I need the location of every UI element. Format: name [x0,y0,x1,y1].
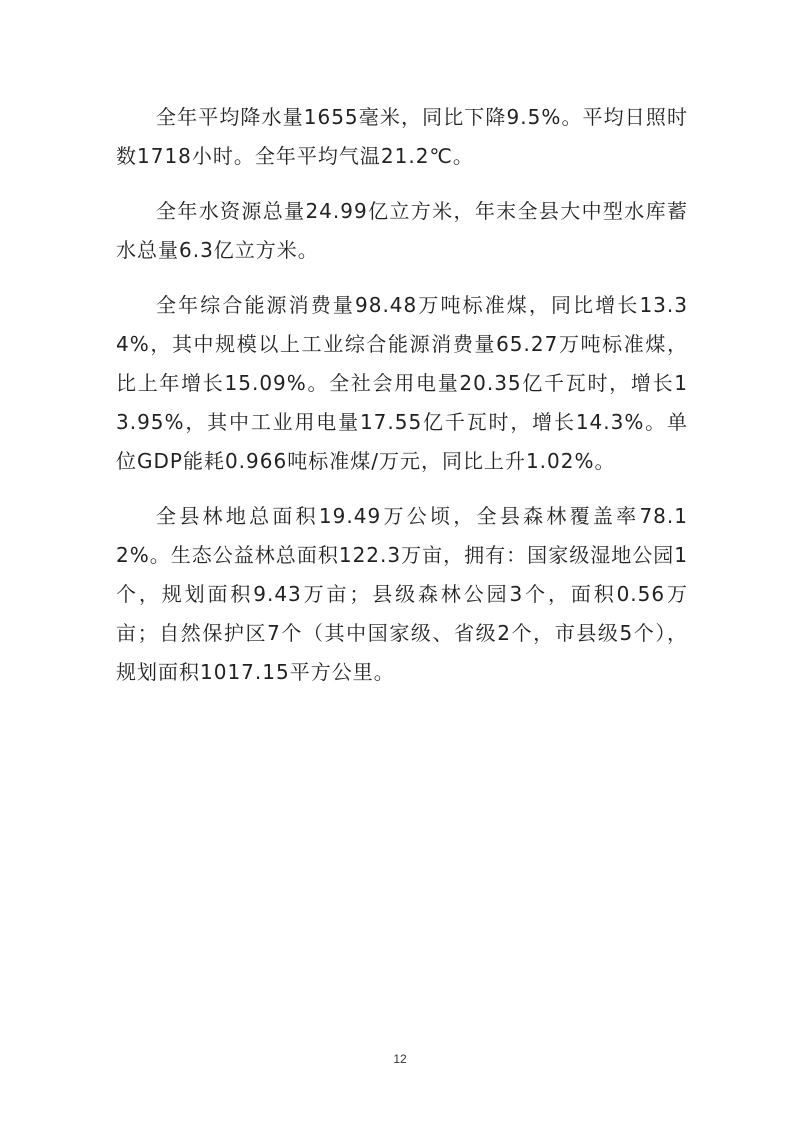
paragraph-energy-consumption: 全年综合能源消费量98.48万吨标准煤，同比增长13.34%，其中规模以上工业综合能源消费量65.27万吨标准煤，比上年增长15.09%。全社会用电量20.35亿千瓦时，增长13.95%，其中工业用电量17.55亿千瓦时，增长14.3%。单位GDP能耗0.966吨标准煤/万元，同比上升1.02%。 [116,293,688,473]
paragraph-climate: 全年平均降水量1655毫米，同比下降9.5%。平均日照时数1718小时。全年平均气温21.2℃。 [116,105,688,168]
document-body [116,98,688,708]
paragraph-forestry: 全县林地总面积19.49万公顷，全县森林覆盖率78.12%。生态公益林总面积122.3万亩，拥有：国家级湿地公园1个，规划面积9.43万亩；县级森林公园3个，面积0.56万亩；自然保护区7个（其中国家级、省级2个，市县级5个），规划面积1017.15平方公里。 [116,504,688,684]
paragraph-water-resources: 全年水资源总量24.99亿立方米，年末全县大中型水库蓄水总量6.3亿立方米。 [116,199,688,262]
page-number: 12 [393,1052,407,1066]
